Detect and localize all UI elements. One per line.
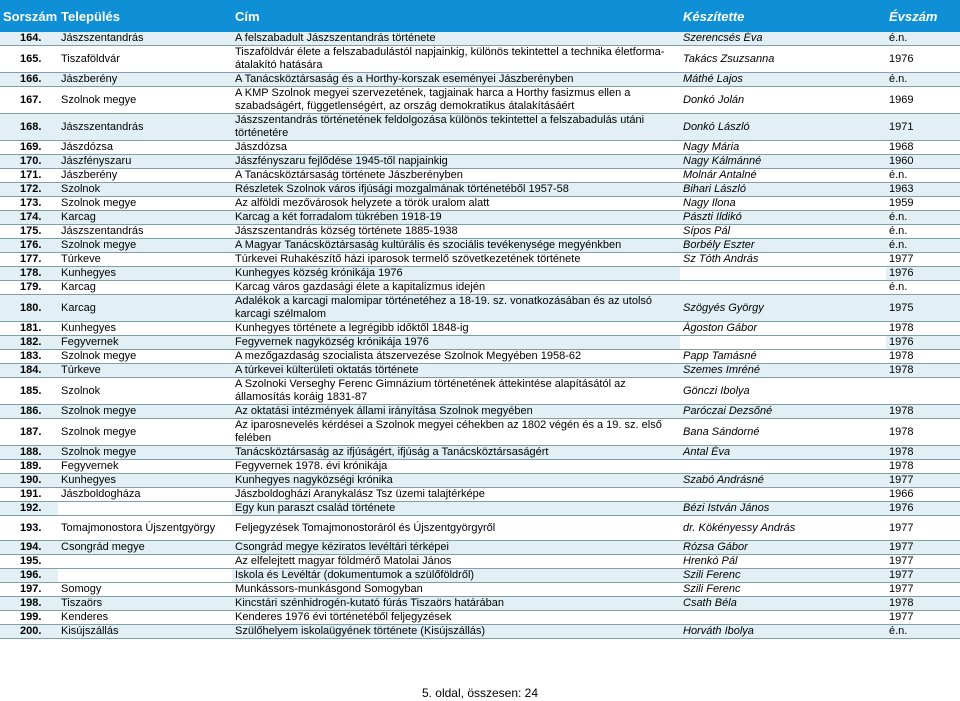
table-row [0, 488, 960, 502]
row-author: Nagy Mária [680, 141, 886, 155]
row-year: 1969 [886, 87, 960, 114]
table-row [0, 281, 960, 295]
row-author: Szili Ferenc [680, 569, 886, 583]
row-title: Részletek Szolnok város ifjúsági mozgalmának történetéből 1957-58 [232, 183, 680, 197]
row-place: Kenderes [58, 611, 232, 625]
row-title: A Szolnoki Verseghy Ferenc Gimnázium történetének áttekintése alapításától az államosítás koráig 1831-87 [232, 378, 680, 405]
row-title: Csongrád megye kéziratos levéltári térképei [232, 541, 680, 555]
row-author: Paróczai Dezsőné [680, 405, 886, 419]
row-number: 186. [0, 405, 58, 419]
row-author: Szerencsés Éva [680, 32, 886, 46]
row-number: 183. [0, 350, 58, 364]
row-place: Fegyvernek [58, 460, 232, 474]
row-year: é.n. [886, 73, 960, 87]
row-number: 190. [0, 474, 58, 488]
row-place: Kunhegyes [58, 267, 232, 281]
table-row [0, 625, 960, 639]
row-title: Egy kun paraszt család története [232, 502, 680, 516]
row-number: 191. [0, 488, 58, 502]
row-number: 174. [0, 211, 58, 225]
table-row [0, 197, 960, 211]
table-row [0, 211, 960, 225]
row-place [58, 502, 232, 516]
row-author: Szili Ferenc [680, 583, 886, 597]
row-place: Szolnok megye [58, 350, 232, 364]
table-row [0, 87, 960, 114]
row-place: Szolnok megye [58, 405, 232, 419]
header-telepules[interactable]: Település [61, 8, 121, 24]
table-row [0, 46, 960, 73]
row-author: Nagy Ilona [680, 197, 886, 211]
table-row [0, 336, 960, 350]
page-footer: 5. oldal, összesen: 24 [421, 686, 539, 700]
row-title: Az oktatási intézmények állami irányítása Szolnok megyében [232, 405, 680, 419]
table-row [0, 446, 960, 460]
row-year: 1977 [886, 555, 960, 569]
row-author: Csath Béla [680, 597, 886, 611]
table-row [0, 183, 960, 197]
row-author: Szögyés György [680, 295, 886, 322]
row-number: 175. [0, 225, 58, 239]
row-title: Jászszentandrás község története 1885-1938 [232, 225, 680, 239]
table-row [0, 555, 960, 569]
row-place: Karcag [58, 295, 232, 322]
row-year: 1976 [886, 46, 960, 73]
row-number: 185. [0, 378, 58, 405]
row-title: Jászdózsa [232, 141, 680, 155]
row-author: Papp Tamásné [680, 350, 886, 364]
table-body [0, 32, 960, 639]
row-place: Kunhegyes [58, 474, 232, 488]
row-author: Szabó Andrásné [680, 474, 886, 488]
table-row [0, 583, 960, 597]
row-place: Szolnok megye [58, 87, 232, 114]
row-title: A Magyar Tanácsköztársaság kultúrális és szociális tevékenysége megyénkben [232, 239, 680, 253]
row-author: Ágoston Gábor [680, 322, 886, 336]
row-title: Tanácsköztársaság az ifjúságért, ifjúság a Tanácsköztársaságért [232, 446, 680, 460]
row-number: 179. [0, 281, 58, 295]
row-number: 195. [0, 555, 58, 569]
row-place: Szolnok megye [58, 239, 232, 253]
row-year: 1977 [886, 583, 960, 597]
row-year [886, 378, 960, 405]
row-place: Jászdózsa [58, 141, 232, 155]
row-place: Túrkeve [58, 364, 232, 378]
row-year: 1966 [886, 488, 960, 502]
row-number: 169. [0, 141, 58, 155]
row-year: é.n. [886, 32, 960, 46]
table-row [0, 114, 960, 141]
row-author [680, 336, 886, 350]
row-number: 181. [0, 322, 58, 336]
row-title: Túrkevei Ruhakészítő házi iparosok termelő szövetkezetének története [232, 253, 680, 267]
row-author: Nagy Kálmánné [680, 155, 886, 169]
table-row [0, 419, 960, 446]
row-year: 1977 [886, 569, 960, 583]
table-row [0, 569, 960, 583]
row-year: 1978 [886, 597, 960, 611]
row-number: 176. [0, 239, 58, 253]
row-title: Karcag város gazdasági élete a kapitalizmus idején [232, 281, 680, 295]
row-author [680, 611, 886, 625]
row-place [58, 569, 232, 583]
row-author: Máthé Lajos [680, 73, 886, 87]
row-author [680, 281, 886, 295]
table-row [0, 597, 960, 611]
row-number: 167. [0, 87, 58, 114]
row-title: Kunhegyes község krónikája 1976 [232, 267, 680, 281]
table-row [0, 611, 960, 625]
row-year: 1976 [886, 336, 960, 350]
row-author: Sípos Pál [680, 225, 886, 239]
row-place: Szolnok [58, 183, 232, 197]
row-year: é.n. [886, 281, 960, 295]
row-place: Kisújszállás [58, 625, 232, 639]
row-author: Bihari László [680, 183, 886, 197]
row-title: Jászfényszaru fejlődése 1945-től napjainkig [232, 155, 680, 169]
row-author: Hrenkó Pál [680, 555, 886, 569]
table-row [0, 169, 960, 183]
row-number: 187. [0, 419, 58, 446]
row-title: Fegyvernek nagyközség krónikája 1976 [232, 336, 680, 350]
table-row [0, 405, 960, 419]
row-author: Gönczi Ibolya [680, 378, 886, 405]
row-year: é.n. [886, 239, 960, 253]
row-number: 199. [0, 611, 58, 625]
row-author: dr. Kökényessy András [680, 516, 886, 541]
row-title: A Tanácsköztársaság és a Horthy-korszak eseményei Jászberényben [232, 73, 680, 87]
row-title: A mezőgazdaság szocialista átszervezése Szolnok Megyében 1958-62 [232, 350, 680, 364]
header-cim[interactable]: Cím [235, 8, 260, 24]
row-number: 165. [0, 46, 58, 73]
row-year: 1977 [886, 516, 960, 541]
table-row [0, 322, 960, 336]
row-year: 1978 [886, 419, 960, 446]
table-row [0, 516, 960, 541]
row-place: Jászfényszaru [58, 155, 232, 169]
row-year: é.n. [886, 169, 960, 183]
row-year: 1977 [886, 611, 960, 625]
row-number: 198. [0, 597, 58, 611]
row-place: Szolnok megye [58, 197, 232, 211]
row-title: Kenderes 1976 évi történetéből feljegyzések [232, 611, 680, 625]
row-number: 192. [0, 502, 58, 516]
row-place: Csongrád megye [58, 541, 232, 555]
row-author: Takács Zsuzsanna [680, 46, 886, 73]
row-number: 182. [0, 336, 58, 350]
row-year: é.n. [886, 211, 960, 225]
header-keszitette[interactable]: Készítette [683, 8, 745, 24]
table-row [0, 502, 960, 516]
row-year: é.n. [886, 225, 960, 239]
row-year: 1978 [886, 460, 960, 474]
row-title: Kunhegyes története a legrégibb időktől 1848-ig [232, 322, 680, 336]
row-title: Munkássors-munkásgond Somogyban [232, 583, 680, 597]
table-row [0, 474, 960, 488]
row-place: Jászszentandrás [58, 225, 232, 239]
row-author: Donkó László [680, 114, 886, 141]
row-year: 1976 [886, 502, 960, 516]
row-author: Horváth Ibolya [680, 625, 886, 639]
row-title: Szülőhelyem iskolaügyének története (Kisújszállás) [232, 625, 680, 639]
row-place: Jászberény [58, 73, 232, 87]
row-place: Szolnok [58, 378, 232, 405]
row-title: Feljegyzések Tomajmonostoráról és Újszentgyörgyről [232, 516, 680, 541]
row-number: 171. [0, 169, 58, 183]
row-author: Antal Éva [680, 446, 886, 460]
row-number: 193. [0, 516, 58, 541]
table-row [0, 155, 960, 169]
row-title: Fegyvernek 1978. évi krónikája [232, 460, 680, 474]
row-number: 168. [0, 114, 58, 141]
row-number: 172. [0, 183, 58, 197]
row-place: Szolnok megye [58, 419, 232, 446]
row-year: 1977 [886, 253, 960, 267]
table-row [0, 141, 960, 155]
row-year: 1959 [886, 197, 960, 211]
row-title: Iskola és Levéltár (dokumentumok a szülőföldről) [232, 569, 680, 583]
row-year: 1978 [886, 446, 960, 460]
row-number: 200. [0, 625, 58, 639]
row-number: 188. [0, 446, 58, 460]
row-author [680, 267, 886, 281]
row-year: 1976 [886, 267, 960, 281]
row-place: Jászberény [58, 169, 232, 183]
row-year: 1978 [886, 405, 960, 419]
row-number: 166. [0, 73, 58, 87]
row-number: 197. [0, 583, 58, 597]
row-number: 170. [0, 155, 58, 169]
row-title: A túrkevei külterületi oktatás története [232, 364, 680, 378]
row-number: 178. [0, 267, 58, 281]
table-row [0, 378, 960, 405]
row-author: Molnár Antalné [680, 169, 886, 183]
row-title: Az alföldi mezővárosok helyzete a török uralom alatt [232, 197, 680, 211]
row-number: 189. [0, 460, 58, 474]
table-row [0, 32, 960, 46]
row-title: Jászboldogházi Aranykalász Tsz üzemi talajtérképe [232, 488, 680, 502]
row-place: Jászboldogháza [58, 488, 232, 502]
row-number: 180. [0, 295, 58, 322]
table-row [0, 73, 960, 87]
table-row [0, 239, 960, 253]
row-year: 1978 [886, 322, 960, 336]
header-evszam[interactable]: Évszám [889, 8, 938, 24]
row-place: Tiszaörs [58, 597, 232, 611]
row-author: Pászti Ildikó [680, 211, 886, 225]
row-author: Rózsa Gábor [680, 541, 886, 555]
table-row [0, 225, 960, 239]
row-author: Borbély Eszter [680, 239, 886, 253]
row-year: 1960 [886, 155, 960, 169]
row-place [58, 555, 232, 569]
row-place: Tomajmonostora Újszentgyörgy [58, 516, 232, 541]
row-year: 1977 [886, 474, 960, 488]
row-number: 194. [0, 541, 58, 555]
row-place: Karcag [58, 281, 232, 295]
row-place: Jászszentandrás [58, 32, 232, 46]
row-title: Tiszaföldvár élete a felszabadulástól napjainkig, különös tekintettel a technika életforma-átalakító hatására [232, 46, 680, 73]
row-number: 184. [0, 364, 58, 378]
row-year: 1963 [886, 183, 960, 197]
row-author: Bana Sándorné [680, 419, 886, 446]
table-header-row [0, 0, 960, 32]
row-title: Az iparosnevelés kérdései a Szolnok megyei céhekben az 1802 végén és a 19. sz. első felében [232, 419, 680, 446]
row-year: 1977 [886, 541, 960, 555]
row-place: Karcag [58, 211, 232, 225]
row-place: Fegyvernek [58, 336, 232, 350]
header-sorszam[interactable]: Sorszám [3, 8, 58, 24]
row-number: 177. [0, 253, 58, 267]
row-place: Tiszaföldvár [58, 46, 232, 73]
row-title: Adalékok a karcagi malomipar történetéhez a 18-19. sz. vonatkozásában és az utolsó karcagi szélmalom [232, 295, 680, 322]
row-title: Karcag a két forradalom tükrében 1918-19 [232, 211, 680, 225]
row-year: é.n. [886, 625, 960, 639]
row-place: Túrkeve [58, 253, 232, 267]
row-title: A KMP Szolnok megyei szervezetének, tagjainak harca a Horthy fasizmus ellen a szabadságért, függetlenségért, az ország demokratikus átalakításáért [232, 87, 680, 114]
row-place: Jászszentandrás [58, 114, 232, 141]
row-year: 1978 [886, 364, 960, 378]
row-place: Somogy [58, 583, 232, 597]
row-author: Sz Tóth András [680, 253, 886, 267]
row-year: 1978 [886, 350, 960, 364]
row-title: Az elfelejtett magyar földmérő Matolai János [232, 555, 680, 569]
row-year: 1971 [886, 114, 960, 141]
row-title: Kunhegyes nagyközségi krónika [232, 474, 680, 488]
row-title: Kincstári szénhidrogén-kutató fúrás Tiszaörs határában [232, 597, 680, 611]
row-title: A felszabadult Jászszentandrás története [232, 32, 680, 46]
table-row [0, 267, 960, 281]
row-title: A Tanácsköztársaság története Jászberényben [232, 169, 680, 183]
row-place: Kunhegyes [58, 322, 232, 336]
row-author: Szemes Imréné [680, 364, 886, 378]
row-number: 164. [0, 32, 58, 46]
row-year: 1968 [886, 141, 960, 155]
table-row [0, 350, 960, 364]
row-author: Bézi István János [680, 502, 886, 516]
row-author: Donkó Jolán [680, 87, 886, 114]
table-row [0, 541, 960, 555]
table-row [0, 364, 960, 378]
table-row [0, 295, 960, 322]
row-author [680, 460, 886, 474]
row-year: 1975 [886, 295, 960, 322]
row-author [680, 488, 886, 502]
table-row [0, 253, 960, 267]
row-place: Szolnok megye [58, 446, 232, 460]
table-row [0, 460, 960, 474]
row-title: Jászszentandrás történetének feldolgozása különös tekintettel a felszabadulás utáni történetére [232, 114, 680, 141]
row-number: 196. [0, 569, 58, 583]
row-number: 173. [0, 197, 58, 211]
